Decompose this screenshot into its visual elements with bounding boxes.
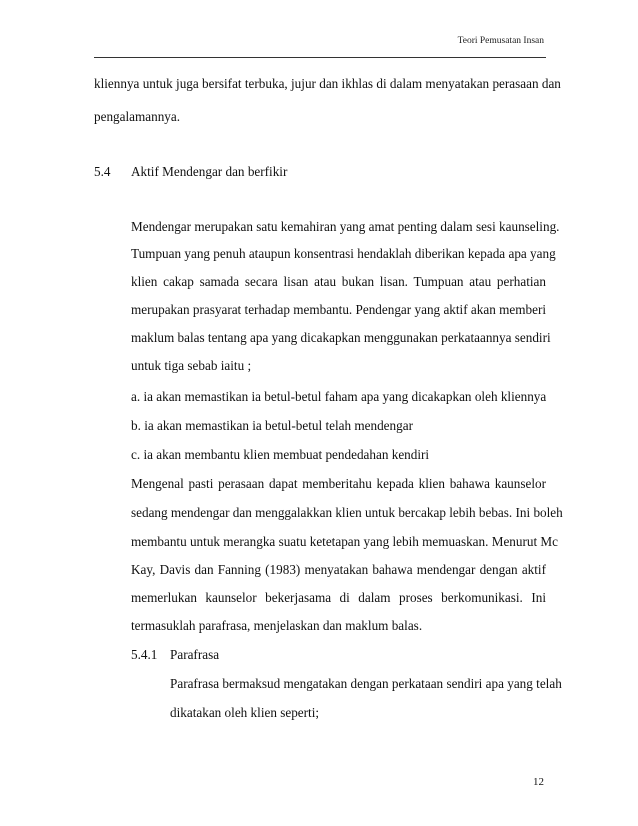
list-item-c: c. ia akan membantu klien membuat pendedahan kendiri [131, 447, 430, 462]
subsection-title: Parafrasa [170, 647, 220, 662]
subsection-line-1: Parafrasa bermaksud mengatakan dengan perkataan sendiri apa yang telah [170, 676, 562, 691]
paragraph-2-line-6: termasuklah parafrasa, menjelaskan dan maklum balas. [131, 618, 423, 633]
paragraph-1-line-6: untuk tiga sebab iaitu ; [131, 358, 252, 373]
paragraph-2-line-5: memerlukan kaunselor bekerjasama di dalam proses berkomunikasi. Ini [131, 590, 546, 605]
paragraph-1-line-4: merupakan prasyarat terhadap membantu. Pendengar yang aktif akan memberi [131, 302, 546, 317]
paragraph-2-line-2: sedang mendengar dan menggalakkan klien untuk bercakap lebih bebas. Ini boleh [131, 505, 563, 520]
paragraph-1-line-5: maklum balas tentang apa yang dicakapkan menggunakan perkataannya sendiri [131, 330, 551, 345]
running-header-title: Teori Pemusatan Insan [457, 36, 544, 46]
paragraph-2-line-3: membantu untuk merangka suatu ketetapan yang lebih memuaskan. Menurut Mc [131, 534, 559, 549]
paragraph-1-line-3: klien cakap samada secara lisan atau bukan lisan. Tumpuan atau perhatian [131, 274, 546, 289]
list-item-b: b. ia akan memastikan ia betul-betul telah mendengar [131, 418, 413, 433]
intro-line-2: pengalamannya. [94, 109, 181, 124]
section-number: 5.4 [94, 164, 111, 179]
header-rule [94, 57, 546, 58]
subsection-line-2: dikatakan oleh klien seperti; [170, 705, 320, 720]
section-title: Aktif Mendengar dan berfikir [131, 164, 288, 179]
intro-line-1: kliennya untuk juga bersifat terbuka, jujur dan ikhlas di dalam menyatakan perasaan dan [94, 76, 561, 91]
paragraph-1-line-2: Tumpuan yang penuh ataupun konsentrasi hendaklah diberikan kepada apa yang [131, 246, 556, 261]
paragraph-2-line-4: Kay, Davis dan Fanning (1983) menyatakan bahawa mendengar dengan aktif [131, 562, 546, 577]
subsection-number: 5.4.1 [131, 647, 158, 662]
list-item-a: a. ia akan memastikan ia betul-betul faham apa yang dicakapkan oleh kliennya [131, 389, 547, 404]
paragraph-2-line-1: Mengenal pasti perasaan dapat memberitahu kepada klien bahawa kaunselor [131, 476, 546, 491]
page-number: 12 [533, 776, 544, 788]
paragraph-1-line-1: Mendengar merupakan satu kemahiran yang amat penting dalam sesi kaunseling. [131, 219, 560, 234]
